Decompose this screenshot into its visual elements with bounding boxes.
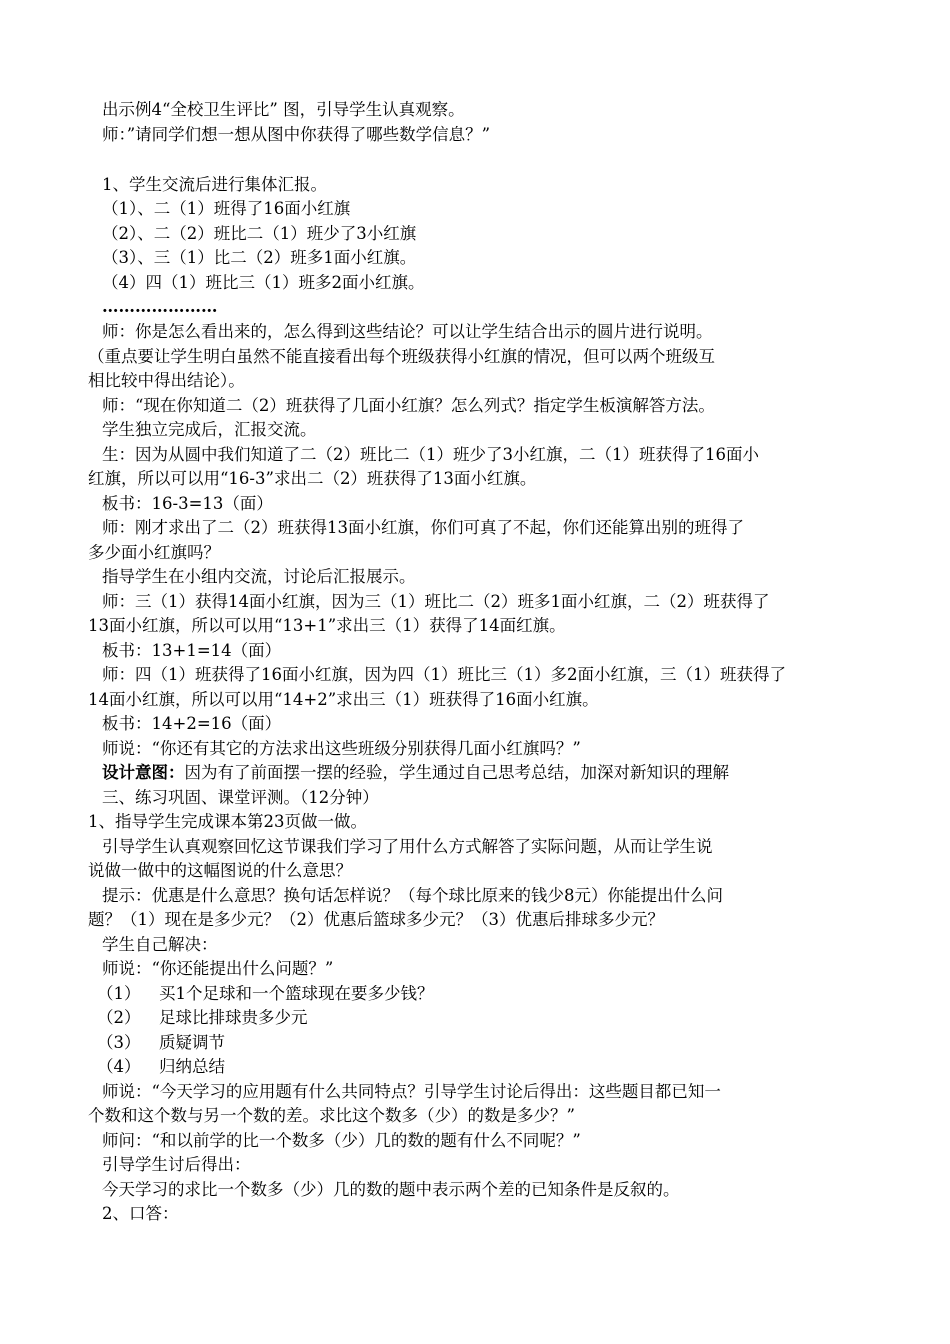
text-line: 生：因为从圆中我们知道了二（2）班比二（1）班少了3小红旗，二（1）班获得了16面小 bbox=[102, 445, 759, 464]
text-line: 师说：“今天学习的应用题有什么共同特点？引导学生讨论后得出：这些题目都已知一 bbox=[102, 1082, 721, 1101]
question-text: 归纳总结 bbox=[159, 1057, 225, 1076]
section-heading: 三、练习巩固、课堂评测。（12分钟） bbox=[102, 788, 379, 807]
text-line: 师：刚才求出了二（2）班获得13面小红旗，你们可真了不起，你们还能算出别的班得了 bbox=[102, 518, 744, 537]
question-item bbox=[0, 1057, 950, 1077]
text-line: 师问：“和以前学的比一个数多（少）几的数的题有什么不同呢？” bbox=[102, 1131, 581, 1150]
text-line: 学生独立完成后，汇报交流。 bbox=[102, 420, 317, 439]
text-line: 师：三（1）获得14面小红旗，因为三（1）班比二（2）班多1面小红旗，二（2）班获得了 bbox=[102, 592, 770, 611]
text-line: 师说：“你还有其它的方法求出这些班级分别获得几面小红旗吗？” bbox=[102, 739, 581, 758]
ellipsis-line: ………………… bbox=[102, 297, 218, 316]
question-number: （1） bbox=[97, 984, 141, 1003]
question-item bbox=[0, 984, 950, 1004]
text-line: 指导学生在小组内交流，讨论后汇报展示。 bbox=[102, 567, 416, 586]
text-line: （1）、二（1）班得了16面小红旗 bbox=[102, 199, 351, 218]
question-item bbox=[0, 1008, 950, 1028]
question-text: 质疑调节 bbox=[159, 1033, 225, 1052]
design-intent-label: 设计意图： bbox=[102, 763, 185, 782]
text-line: 师：”请同学们想一想从图中你获得了哪些数学信息？” bbox=[102, 125, 491, 144]
text-line: 红旗，所以可以用“16-3”求出二（2）班获得了13面小红旗。 bbox=[88, 469, 537, 488]
text-line: （2）、二（2）班比二（1）班少了3小红旗 bbox=[102, 224, 417, 243]
text-line: 出示例4“全校卫生评比” 图，引导学生认真观察。 bbox=[102, 100, 465, 119]
text-line: （重点要让学生明白虽然不能直接看出每个班级获得小红旗的情况，但可以两个班级互 bbox=[88, 347, 715, 366]
text-line: 1、学生交流后进行集体汇报。 bbox=[102, 175, 327, 194]
text-line: 师：四（1）班获得了16面小红旗，因为四（1）班比三（1）多2面小红旗，三（1）班获得了 bbox=[102, 665, 786, 684]
text-line: 板书：13+1=14（面） bbox=[102, 641, 282, 660]
text-line: 板书：16-3=13（面） bbox=[102, 494, 273, 513]
design-intent-line bbox=[0, 763, 950, 783]
text-line: 师：“现在你知道二（2）班获得了几面小红旗？怎么列式？指定学生板演解答方法。 bbox=[102, 396, 715, 415]
text-line: （3）、三（1）比二（2）班多1面小红旗。 bbox=[102, 248, 417, 267]
text-line: 师：你是怎么看出来的，怎么得到这些结论？可以让学生结合出示的圆片进行说明。 bbox=[102, 322, 713, 341]
question-item bbox=[0, 1033, 950, 1053]
text-line: 相比较中得出结论）。 bbox=[88, 371, 245, 390]
text-line: 2、口答： bbox=[102, 1204, 179, 1223]
text-line: 14面小红旗，所以可以用“14+2”求出三（1）班获得了16面小红旗。 bbox=[88, 690, 599, 709]
question-text: 买1个足球和一个篮球现在要多少钱？ bbox=[159, 984, 434, 1003]
question-number: （3） bbox=[97, 1033, 141, 1052]
text-line: 个数和这个数与另一个数的差。求比这个数多（少）的数是多少？” bbox=[88, 1106, 575, 1125]
text-line: 板书：14+2=16（面） bbox=[102, 714, 282, 733]
text-line: 多少面小红旗吗？ bbox=[88, 543, 220, 562]
text-line: 学生自己解决： bbox=[102, 935, 218, 954]
text-line: 13面小红旗，所以可以用“13+1”求出三（1）获得了14面红旗。 bbox=[88, 616, 566, 635]
text-line: 提示：优惠是什么意思？换句话怎样说？（每个球比原来的钱少8元）你能提出什么问 bbox=[102, 886, 723, 905]
question-number: （4） bbox=[97, 1057, 141, 1076]
text-line: 说做一做中的这幅图说的什么意思？ bbox=[88, 861, 352, 880]
text-line: （4）四（1）班比三（1）班多2面小红旗。 bbox=[102, 273, 425, 292]
text-line: 1、指导学生完成课本第23页做一做。 bbox=[88, 812, 367, 831]
text-line: 题？（1）现在是多少元？（2）优惠后篮球多少元？（3）优惠后排球多少元？ bbox=[88, 910, 664, 929]
text-line: 师说：“你还能提出什么问题？” bbox=[102, 959, 334, 978]
text-line: 引导学生认真观察回忆这节课我们学习了用什么方式解答了实际问题，从而让学生说 bbox=[102, 837, 713, 856]
question-text: 足球比排球贵多少元 bbox=[159, 1008, 308, 1027]
text-line: 今天学习的求比一个数多（少）几的数的题中表示两个差的已知条件是反叙的。 bbox=[102, 1180, 680, 1199]
question-number: （2） bbox=[97, 1008, 141, 1027]
text-line: 引导学生讨后得出： bbox=[102, 1155, 251, 1174]
design-intent-text: 因为有了前面摆一摆的经验，学生通过自己思考总结，加深对新知识的理解 bbox=[184, 763, 729, 782]
